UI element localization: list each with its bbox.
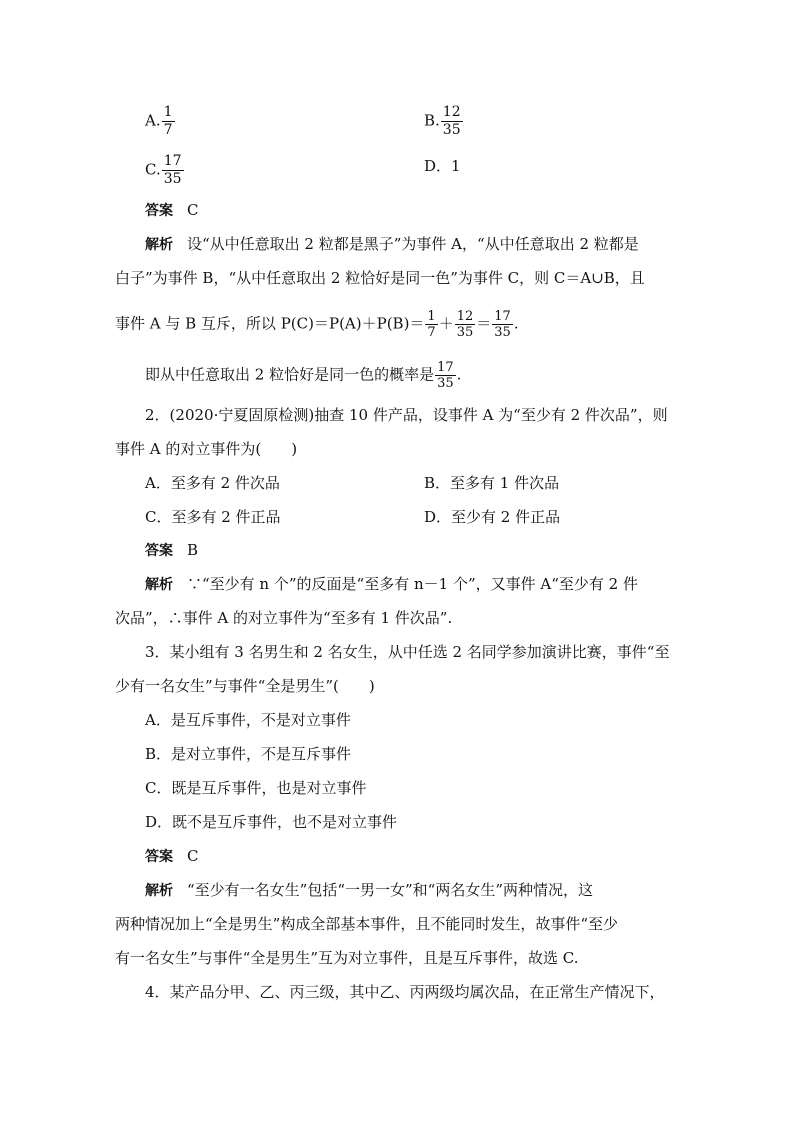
option-label: C. <box>145 160 161 179</box>
q3-analysis-line3: 有一名女生”与事件“全是男生”互为对立事件，且是互斥事件，故选 C. <box>115 949 579 967</box>
fraction: $\frac{17}{35}$ <box>437 360 454 391</box>
q2-option-d[interactable]: D．至少有 2 件正品 <box>424 508 561 526</box>
answer-value: C <box>187 847 199 865</box>
analysis-keyword: 解析 <box>145 883 173 899</box>
analysis-keyword: 解析 <box>145 237 173 253</box>
q1-option-b[interactable] <box>424 104 464 139</box>
q3-stem-line2: 少有一名女生”与事件“全是男生”( ) <box>115 677 375 695</box>
q1-analysis-line1: 解析 设“从中任意取出 2 粒都是黑子”为事件 A，“从中任意取出 2 粒都是 <box>145 235 639 253</box>
option-label: D．1 <box>424 157 461 175</box>
fraction: $\frac{12}{35}$ <box>442 104 461 138</box>
fraction: $\frac{17}{35}$ <box>494 309 511 340</box>
q2-option-b[interactable]: B．至多有 1 件次品 <box>424 474 560 492</box>
answer-value: B <box>187 541 199 559</box>
q1-option-a[interactable] <box>145 104 176 139</box>
q1-option-c[interactable] <box>145 153 185 188</box>
q3-analysis-line2: 两种情况加上“全是男生”构成全部基本事件，且不能同时发生，故事件“至少 <box>115 915 619 933</box>
answer-keyword: 答案 <box>145 849 173 865</box>
analysis-keyword: 解析 <box>145 577 173 593</box>
q1-answer <box>145 200 710 220</box>
q3-option-c[interactable]: C．既是互斥事件，也是对立事件 <box>145 779 367 797</box>
fraction: $\frac{12}{35}$ <box>456 309 474 340</box>
answer-keyword: 答案 <box>145 543 173 559</box>
q4-stem-line1: 4．某产品分甲、乙、丙三级，其中乙、丙两级均属次品，在正常生产情况下， <box>145 983 665 1001</box>
fraction: $\frac{1}{7}$ <box>163 104 173 138</box>
q3-stem-line1: 3．某小组有 3 名男生和 2 名女生，从中任选 2 名同学参加演讲比赛，事件“至 <box>145 643 670 661</box>
q2-option-c[interactable]: C．至多有 2 件正品 <box>145 508 281 526</box>
answer-keyword: 答案 <box>145 203 173 219</box>
fraction: $\frac{17}{35}$ <box>163 153 182 187</box>
q1-analysis-line4: 即从中任意取出 2 粒恰好是同一色的概率是 $\frac{17}{35}$ . <box>145 360 462 391</box>
q2-analysis-line2: 次品”，∴事件 A 的对立事件为“至多有 1 件次品”. <box>115 609 453 627</box>
q1-analysis-line2: 白子”为事件 B，“从中任意取出 2 粒恰好是同一色”为事件 C，则 C＝A∪B，且 <box>115 269 645 287</box>
option-label: B. <box>424 111 440 130</box>
q3-answer <box>145 846 710 866</box>
q2-stem-line1: 2．(2020·宁夏固原检测)抽查 10 件产品，设事件 A 为“至少有 2 件次品”，则 <box>145 406 668 424</box>
option-label: A. <box>145 111 161 130</box>
q2-analysis-line1: 解析 ∵“至少有 n 个”的反面是“至多有 n－1 个”，又事件 A“至少有 2 件 <box>145 575 638 593</box>
fraction: $\frac{1}{7}$ <box>427 309 436 340</box>
q2-stem-line2: 事件 A 的对立事件为( ) <box>115 440 298 458</box>
q1-analysis-line3: 事件 A 与 B 互斥，所以 P(C)＝P(A)＋P(B)＝ $\frac{1}{7}$ ＋ $\frac{12}{35}$ ＝ $\frac{17}{35}$ . <box>115 309 519 340</box>
q2-answer <box>145 540 710 560</box>
q2-option-a[interactable]: A．至多有 2 件次品 <box>145 474 280 492</box>
q3-option-a[interactable]: A．是互斥事件，不是对立事件 <box>145 711 351 729</box>
q1-option-d[interactable] <box>424 156 461 176</box>
q3-option-b[interactable]: B．是对立事件，不是互斥事件 <box>145 745 352 763</box>
answer-value: C <box>187 201 199 219</box>
q3-option-d[interactable]: D．既不是互斥事件，也不是对立事件 <box>145 813 398 831</box>
q3-analysis-line1: 解析 “至少有一名女生”包括“一男一女”和“两名女生”两种情况，这 <box>145 881 594 899</box>
